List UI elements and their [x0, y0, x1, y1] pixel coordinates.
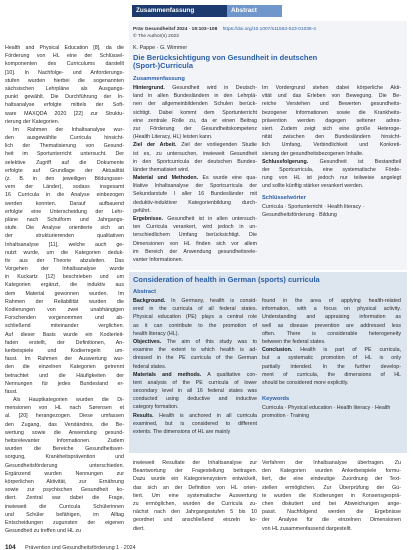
text-line: Forschenden vorgenommen und ab- — [5, 315, 124, 322]
text-line: erfolgte auf Grundlage der Aktualität — [5, 167, 124, 174]
citation: Präv Gesundheitsf 2024 · 19:103–108 — [133, 27, 218, 32]
text-line: faden erstellt, der Definitionen, An- — [5, 339, 124, 346]
paragraph — [5, 44, 124, 126]
abstract-german-column-2 — [262, 84, 401, 190]
text-line: Health and Physical Education [8], da die — [5, 45, 124, 51]
text-line: but a systematic promotion of HL is only — [262, 355, 401, 362]
text-line: sächsischen Lehrpläne als Ausgangs- — [5, 85, 124, 92]
text-line: land in allen Bundesländern in den Lehrplä- — [133, 93, 257, 100]
text-line: health literacy (HL). — [133, 330, 179, 337]
text-line: partially intended. In the further develop- — [262, 363, 401, 370]
text-line: between the federal states. — [262, 338, 326, 345]
text-line: länder thematisiert wird. — [133, 166, 190, 173]
text-line: (z. B. in den jeweiligen Bildungsser- — [5, 176, 124, 182]
paragraph — [262, 346, 401, 387]
text-line: komponenten des Curriculums darstellt — [5, 61, 124, 68]
text-line: diert. Zentral war dabei die Frage, — [5, 495, 124, 502]
text-line: federal states. — [133, 363, 167, 370]
paragraph — [133, 412, 257, 437]
text-line: und sollte künftig stärker verankert werden. — [262, 183, 364, 190]
text-line: punkt gewählt. Die Durchführung der In- — [5, 94, 124, 101]
text-line: Ziel der Arbeit. Ziel der vorliegenden Studie — [133, 142, 257, 149]
text-line: conducted using deductive and inductive — [133, 396, 257, 403]
text-line: nächst nach den Jahrgangsstufen 5 bis 10 — [133, 509, 257, 516]
page-footer — [5, 541, 136, 549]
paragraph — [133, 215, 257, 264]
body-lower-right-column — [262, 459, 401, 533]
text-line: Kodierungen von zwei unabhängigen — [5, 307, 124, 313]
text-line: tent analysis of the PE curricula of lower — [133, 379, 257, 386]
doi-link[interactable]: https://doi.org/10.1007/s11553-023-01038-4 — [222, 27, 316, 32]
section-label: Schlussfolgerung. — [262, 158, 309, 165]
text-line: siert. Zudem zeigt sich eine große Heteroge- — [262, 125, 401, 132]
paragraph — [262, 158, 401, 191]
text-line: passt. Nachfolgend werden die Ergebnisse — [262, 509, 401, 516]
keywords-english: Curricula · Physical education · Health literacy · Health promotion · Training — [262, 405, 391, 420]
copyright: © The Author(s) 2023 — [133, 34, 179, 39]
abstract-german-column-1 — [133, 84, 257, 264]
text-line: pläne nach Schulform und Jahrgangs- — [5, 216, 124, 223]
keywords-heading: Keywords — [262, 396, 290, 402]
text-line: wurden die Bereiche Gesundheitsver- — [5, 446, 124, 453]
text-line: vität und das Erleben von Bewegung. Die Be- — [262, 93, 401, 100]
text-line: ered in the curricula of all federal states. — [133, 306, 257, 313]
text-line: rung von HL ist jedoch nur teilweise angelegt — [262, 175, 401, 182]
text-line: stellen ermöglichen. Zur Überprüfung der Gü- — [262, 484, 401, 491]
text-line: litative Inhaltsanalyse der Sportcurricula der — [133, 183, 257, 190]
text-line: Kategorien ergänzt, die induktiv aus — [5, 282, 124, 289]
text-line: Im Rahmen der Inhaltsanalyse wur- — [13, 126, 124, 133]
text-line: nutzt wurde, um die Kategorien deduk- — [5, 249, 124, 256]
text-line: heitsrelevanter Informationen. Zudem — [5, 438, 124, 444]
abstract-heading: Abstract — [133, 289, 157, 295]
article-title-german: Die Berücksichtigung von Gesundheit in deutschen (Sport-)Curricula — [133, 53, 318, 71]
body-lower-left-column — [133, 459, 257, 533]
text-line: examined, but is considered to different — [133, 420, 257, 427]
text-line: stufe. Die Analyse orientierte sich an — [5, 225, 124, 232]
section-label: Background. — [133, 298, 166, 304]
paragraph — [262, 459, 401, 533]
page-number: 104 — [5, 544, 16, 550]
paragraph — [133, 141, 257, 174]
text-line: geführt. — [133, 207, 151, 214]
text-line: vanter Informationen. — [133, 256, 184, 263]
text-line: chen diskutiert und bei Abweichungen ange- — [262, 500, 401, 507]
text-line: should be considered more explicitly. — [262, 379, 349, 386]
header-tab-abstract: Abstract — [227, 5, 282, 17]
section-label: Conclusion. — [262, 347, 293, 354]
paragraph — [133, 338, 257, 371]
text-line: Hintergrund. Gesundheit wird in Deutsch- — [133, 85, 257, 91]
text-line: eine zentrale Rolle zu, da er einen Beitrag — [133, 117, 257, 124]
text-line: inwieweit Resultate der Inhaltsanalyse zur — [133, 460, 257, 466]
text-line: selektive Zugriff auf die Dokumente — [5, 159, 124, 166]
text-line: Inhaltsanalyse [11], welche auch ge- — [5, 241, 124, 248]
text-line: in den Sportcurricula der deutschen Bundes- — [133, 158, 257, 165]
text-line: tiv aus der Theorie abzuleiten. Das — [5, 257, 124, 264]
text-line: fasst. Im Rahmen der Auswertung wur- — [5, 356, 124, 363]
text-line: schließend miteinander verglichen. — [5, 323, 124, 330]
body-main-column — [5, 44, 124, 535]
text-line: Ergänzend wurden Nennungen zur — [5, 470, 124, 477]
text-line: found in the area of applying health-related — [262, 298, 401, 304]
paragraph — [5, 396, 124, 535]
text-line: reiche Verstehen und Bewerten gesundheits- — [262, 101, 401, 108]
header-tab-zusammenfassung: Zusammenfassung — [132, 5, 227, 17]
text-line: nität zwischen den Bundesländern hinsicht- — [262, 134, 401, 141]
text-line: Results. Health is anchored in all curricula — [133, 412, 257, 419]
section-label: Ergebnisse. — [133, 216, 164, 222]
text-line: Material und Methoden. Es wurde eine qua- — [133, 175, 257, 182]
text-line: dem Material gewonnen wurden. Im — [5, 290, 124, 297]
text-line: Background. In Germany, health is consid- — [133, 298, 257, 304]
text-line: sichtigt. Dabei kommt dem Sportunterricht — [133, 109, 257, 116]
text-line: well as disease prevention are addressed less — [262, 322, 401, 329]
text-line: Gesundheit zu treffen und HL zu — [5, 528, 81, 535]
text-line: ment of curricula, the dimensions of HL — [262, 371, 401, 378]
text-line: von HL zusammenfassend dargestellt. — [262, 525, 352, 532]
text-line: Gesundheitsförderung unterschieden. — [5, 462, 124, 469]
text-line: examine the extent to which health is ad- — [133, 347, 257, 354]
paragraph — [133, 371, 257, 412]
text-line: Vorgehen der Inhaltsanalyse wurde — [5, 266, 124, 273]
text-line: information, with a focus on physical activity. — [262, 306, 401, 313]
text-line: Als Hauptkategorien wurden die Di- — [13, 397, 124, 404]
text-line: das sich an der Definition von HL orien- — [133, 484, 257, 491]
text-line: tiert. Um eine systematische Auswertung — [133, 492, 257, 499]
section-label: Ziel der Arbeit. — [133, 142, 177, 149]
text-line: as it can contribute to the promotion of — [133, 322, 257, 329]
text-line: sowie zur psychischen Gesundheit ko- — [5, 487, 124, 494]
text-line: Dimensionen von HL finden sich vor allem — [133, 240, 257, 247]
citation-line — [133, 26, 316, 33]
text-line: Verfahren der Inhaltsanalyse übertragen. Zu — [262, 460, 401, 466]
authors: K. Pappe · G. Wimmer — [133, 45, 188, 51]
text-line: bezogener Informationen sowie die Krankheits- — [262, 109, 401, 116]
paragraph — [5, 126, 124, 396]
text-line: Conclusion. Health is part of PE curricula, — [262, 347, 401, 354]
section-label: Materials and methods. — [133, 371, 202, 378]
abstract-english-column-1 — [133, 297, 257, 436]
text-line: haltsanalyse erfolgte mittels der Soft- — [5, 102, 124, 109]
text-line: Nennungen für jedes Bundesland er- — [5, 380, 124, 387]
abstract-english-column-2 — [262, 297, 401, 387]
text-line: im Bereich der Anwendung gesundheitsrele- — [133, 248, 257, 255]
schluesselwoerter-heading: Schlüsselwörter — [262, 195, 306, 201]
text-line: Dazu wurde ein Kategoriensystem entwickelt, — [133, 476, 257, 483]
text-line: Auf dieser Basis wurde ein Kodierleit- — [5, 331, 124, 338]
text-line: Im Vordergrund stehen dabei körperliche Akti- — [262, 85, 401, 91]
journal-name: Prävention und Gesundheitsförderung 1 · 2024 — [25, 545, 136, 550]
text-line: diert. — [133, 525, 145, 532]
text-line: der Sportcurricula, eine systematische Förde- — [262, 166, 401, 173]
text-line: te wurden die Kodierungen in Konsensgesprä- — [262, 492, 401, 499]
paragraph — [133, 174, 257, 215]
text-line: der strukturierenden qualitativen — [5, 233, 124, 240]
text-line: 16 Curricula in die Analyse einbezogen — [5, 192, 124, 199]
text-line: Objectives. The aim of this study was to — [133, 338, 257, 345]
paragraph — [133, 459, 257, 533]
text-line: lich Umfang, Verbindlichkeit und Konkreti- — [262, 142, 401, 149]
abstract-header-bar — [132, 5, 282, 17]
text-line: lich der Thematisierung von Gesund- — [5, 143, 124, 150]
text-line: in Kuckartz [12] beschrieben und um — [5, 274, 124, 281]
text-line: zu ermöglichen, wurden die Curricula zu- — [133, 500, 257, 507]
section-label: Objectives. — [133, 338, 162, 345]
text-line: often. There is considerable heterogeneity — [262, 330, 401, 337]
paragraph — [133, 297, 257, 338]
text-line: Materials and methods. A qualitative con- — [133, 371, 257, 378]
text-line: nen der allgemeinbildenden Schulen berück- — [133, 101, 257, 108]
article-title-english: Consideration of health in German (sports) curricula — [133, 275, 320, 284]
text-line: Sekundarstufe I aller 16 Bundesländer mit — [133, 191, 257, 198]
section-label: Material und Methoden. — [133, 175, 199, 182]
text-line: terschiedlichem Umfang berücksichtigt. Die — [133, 232, 257, 239]
text-line: mensionen von HL nach Sørensen et — [5, 405, 124, 412]
text-line: dressed in the PE curricula of the German — [133, 355, 257, 362]
text-line: zur Förderung der Gesundheitskompetenz — [133, 125, 257, 132]
text-line: heit im Sportunterricht untersucht. Der — [5, 151, 124, 158]
text-line: stufen wurden hierbei die sogenannten — [5, 77, 124, 84]
keywords-german: Curricula · Sportunterricht · Health literacy · Gesundheitsförderung · Bildung — [262, 204, 365, 219]
zusammenfassung-heading: Zusammenfassung — [133, 76, 185, 82]
paragraph — [133, 84, 257, 141]
text-line: den Kategorien wurden Ankerbeispiele formu- — [262, 468, 401, 475]
text-line: prävention werden dagegen seltener adres- — [262, 117, 401, 124]
text-line: werden konnten. Darauf aufbauend — [5, 200, 124, 207]
text-line: ware MAXQDA 2020 [22] zur Struktu- — [5, 110, 124, 117]
text-line: fasst. — [5, 388, 18, 395]
text-line: ist es, zu untersuchen, inwieweit Gesundheit — [133, 150, 257, 157]
text-line: Förderung von HL eine der Schlüssel- — [5, 53, 124, 60]
text-line: inwieweit die Curricula Schülerinnen — [5, 503, 124, 510]
text-line: den die einzelnen Kategorien getrennt — [5, 364, 124, 371]
paragraph — [262, 84, 401, 158]
text-line: kerbeispiele und Kodierregeln um- — [5, 347, 124, 354]
text-line: secondary level in all 16 federal states was — [133, 388, 257, 395]
text-line: sierung der gesundheitsbezogenen Inhalte. — [262, 150, 364, 157]
section-label: Results. — [133, 412, 154, 419]
text-line: category formation. — [133, 404, 179, 411]
text-line: rierung der Kategorien. — [5, 118, 60, 125]
text-line: Ergebnisse. Gesundheit ist in allen untersuch- — [133, 216, 257, 222]
section-label: Hintergrund. — [133, 85, 165, 91]
text-line: betrachtet und die Häufigkeiten der — [5, 372, 124, 379]
text-line: körperlichen Aktivität, zur Ernährung — [5, 478, 124, 485]
text-line: Schlussfolgerung. Gesundheit ist Bestandteil — [262, 158, 401, 165]
paragraph — [262, 297, 401, 346]
text-line: und Schüler befähigen, im Alltag — [5, 511, 124, 518]
text-line: der Analyse für die einzelnen Dimensionen — [262, 517, 401, 524]
text-line: Beantwortung der Fragestellung beitragen. — [133, 468, 257, 475]
text-line: Understanding and appraising information as — [262, 314, 401, 321]
text-line: den ausgewählte Curricula hinsicht- — [5, 135, 124, 142]
text-line: deduktiv-induktiver Kategorienbildung durch- — [133, 199, 257, 206]
text-line: Entscheidungen zugunsten der eigenen — [5, 519, 124, 526]
text-line: (Health Literacy, HL) leisten kann. — [133, 134, 213, 141]
text-line: vern der Länder), sodass insgesamt — [5, 184, 124, 191]
text-line: wertung sowie die Anwendung gesund- — [5, 429, 124, 436]
text-line: [10]. In Nachfolge- und Anforderungs- — [5, 69, 124, 76]
text-line: Rahmen der Reliabilität wurden die — [5, 298, 124, 305]
text-line: ten Curricula verankert, wird jedoch in un- — [133, 224, 257, 231]
text-line: erfolgte eine Unterscheidung der Lehr- — [5, 208, 124, 215]
text-line: Physical education (PE) plays a central role — [133, 314, 257, 321]
text-line: liert, die eine eindeutige Zuordnung der Text- — [262, 476, 401, 483]
text-line: extents. The dimensions of HL are mainly — [133, 429, 231, 435]
text-line: sorgung, Krankheitsprävention und — [5, 454, 124, 461]
text-line: den Zugang, das Verständnis, die Be- — [5, 421, 124, 428]
text-line: geordnet und anschließend einzeln ko- — [133, 517, 257, 524]
text-line: al. [20] herangezogen. Diese umfassen — [5, 413, 124, 420]
